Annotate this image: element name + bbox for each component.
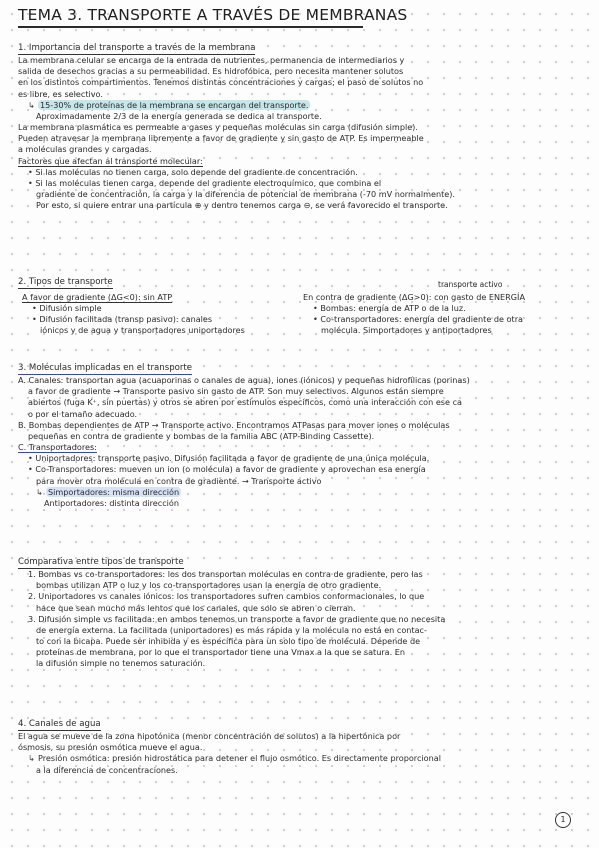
factor-line: • Si las moléculas tienen carga, depende del gradiente electroquímico, que combina el xyxy=(28,177,382,188)
factor-line: Por esto, si quiere entrar una partícula ⊕ y dentro tenemos carga ⊖, se verá favorecido el transporte. xyxy=(36,200,448,211)
section-3-heading: 3. Moléculas implicadas en el transporte xyxy=(18,363,192,375)
branch-arrow-icon: ↳ xyxy=(36,486,43,497)
comparison-line: proteínas de membrana, por lo que el transportador tiene una Vmax a la que se satura. En xyxy=(36,647,406,658)
water-line: ósmosis, su presión osmótica mueve el agua. xyxy=(18,742,203,753)
water-line: Presión osmótica: presión hidrostática para detener el flujo osmótico. Es directamente proporcional xyxy=(38,753,441,764)
canales-line: o por el tamaño adecuado. xyxy=(28,408,138,419)
comparison-line: hace que sean mucho más lentos que los canales, que solo se abren o cierran. xyxy=(36,602,356,613)
passive-heading: A favor de gradiente (ΔG<0): sin ATP xyxy=(22,292,173,302)
section-1 xyxy=(18,42,578,211)
active-item: • Co-transportadores: energía del gradiente de otra xyxy=(313,314,523,325)
comparison-section xyxy=(18,556,578,670)
active-item: molécula. Simportadores y antiportadores xyxy=(321,325,492,336)
transportadores-item: para mover otra molécula en contra de gradiente. → Transporte activo xyxy=(36,475,322,486)
factors-heading: Factores que afectan al transporte molecular: xyxy=(18,155,203,166)
comparison-line: bombas utilizan ATP o luz y los co-transportadores usan la energía de otro gradiente. xyxy=(36,580,382,591)
water-line: a la diferencia de concentraciones. xyxy=(36,764,178,775)
factor-line: • Si las moléculas no tienen carga, solo depende del gradiente de concentración. xyxy=(28,166,358,177)
s1-p2-line: a moléculas grandes y cargadas. xyxy=(18,144,152,155)
active-item: • Bombas: energía de ATP o de la luz. xyxy=(313,303,466,314)
page-number: 1 xyxy=(555,812,571,828)
bombas-line: pequeñas en contra de gradiente y bombas de la familia ABC (ATP-Binding Cassette). xyxy=(28,430,375,441)
s1-p1-line: es libre, es selectivo. xyxy=(18,88,103,99)
section-3 xyxy=(18,362,578,509)
section-4 xyxy=(18,718,578,776)
s1-bullet: 15-30% de proteínas de la membrana se encargan del transporte. xyxy=(40,99,309,110)
transportadores-item: • Co-Transportadores: mueven un ion (o molécula) a favor de gradiente y aprovechan esa energía xyxy=(28,464,426,475)
comparison-line: to con la bicapa. Puede ser inhibida y es específica para un solo tipo de molécula. Depende de xyxy=(36,636,421,647)
active-heading: En contra de gradiente (ΔG>0): con gasto de ENERGÍA xyxy=(303,292,525,302)
s1-bullet: Aproximadamente 2/3 de la energía generada se dedica al transporte. xyxy=(36,110,322,121)
comparison-line: de energía externa. La facilitada (uniportadores) es más rápida y la molécula no está en contac- xyxy=(36,624,427,635)
bombas-line: B. Bombas dependientes de ATP → Transporte activo. Encontramos ATPasas para mover iones o moléculas xyxy=(18,419,450,430)
comparison-line: 1. Bombas vs co-transportadores: los dos transportan moléculas en contra de gradiente, pero las xyxy=(28,569,423,580)
page-title: TEMA 3. TRANSPORTE A TRAVÉS DE MEMBRANAS xyxy=(18,6,408,24)
s1-p1-line: salida de desechos gracias a su permeabilidad. Es hidrofóbica, pero necesita mantener solutos xyxy=(18,66,404,77)
s1-p1-line: en los distintos compartimentos. Tenemos distintas concentraciones y cargas; el paso de solutos no xyxy=(18,77,424,88)
passive-item: iónicos y de agua y transportadores uniportadores xyxy=(40,325,245,336)
canales-line: A. Canales: transportan agua (acuaporinas o canales de agua), iones (iónicos) y pequeñas hidrofílicas (porinas) xyxy=(18,375,470,386)
s1-p1-line: La membrana celular se encarga de la entrada de nutrientes, permanencia de intermediarios y xyxy=(18,55,405,66)
branch-arrow-icon: ↳ xyxy=(28,753,35,764)
simport-line: Simportadores: misma dirección xyxy=(48,486,180,497)
canales-line: abiertos (fuga K⁺, sin puertas) y otros se abren por estímulos específicos, como una interacción con ese ca xyxy=(28,397,462,408)
water-line: El agua se mueve de la zona hipotónica (menor concentración de solutos) a la hipertónica por xyxy=(18,731,401,742)
passive-transport-column xyxy=(22,292,292,337)
comparison-heading: Comparativa entre tipos de transporte xyxy=(18,557,184,569)
factor-line: gradiente de concentración, la carga y la diferencia de potencial de membrana (-70 mV normalmente). xyxy=(36,189,455,200)
transportadores-item: • Uniportadores: transporte pasivo. Difusión facilitada a favor de gradiente de una única molécula. xyxy=(28,453,430,464)
title-underline xyxy=(18,26,363,28)
active-label: transporte activo xyxy=(438,280,503,289)
section-2-heading: 2. Tipos de transporte xyxy=(18,277,113,289)
s1-p2-line: Pueden atravesar la membrana libremente a favor de gradiente y sin gasto de ATP. Es impermeable xyxy=(18,133,424,144)
passive-item: • Difusión simple xyxy=(32,303,102,314)
active-transport-column xyxy=(303,292,588,337)
s1-p2-line: La membrana plasmática es permeable a gases y pequeñas moléculas sin carga (difusión simple). xyxy=(18,122,418,133)
section-4-heading: 4. Canales de agua xyxy=(18,719,101,731)
section-1-heading: 1. Importancia del transporte a través de la membrana xyxy=(18,43,255,55)
comparison-line: la difusión simple no tenemos saturación. xyxy=(36,658,206,669)
transportadores-heading: C. Transportadores: xyxy=(18,442,97,453)
canales-line: a favor de gradiente → Transporte pasivo sin gasto de ATP. Son muy selectivos. Algunos están siempre xyxy=(28,386,444,397)
comparison-line: 3. Difusión simple vs facilitada: en ambos tenemos un transporte a favor de gradiente que no necesita xyxy=(28,613,446,624)
passive-item: • Difusión facilitada (transp pasivo): canales xyxy=(32,314,213,325)
comparison-line: 2. Uniportadores vs canales iónicos: los transportadores sufren cambios conformacionales, lo que xyxy=(28,591,425,602)
antiport-line: Antiportadores: distinta dirección xyxy=(44,497,179,508)
branch-arrow-icon: ↳ xyxy=(28,99,35,110)
